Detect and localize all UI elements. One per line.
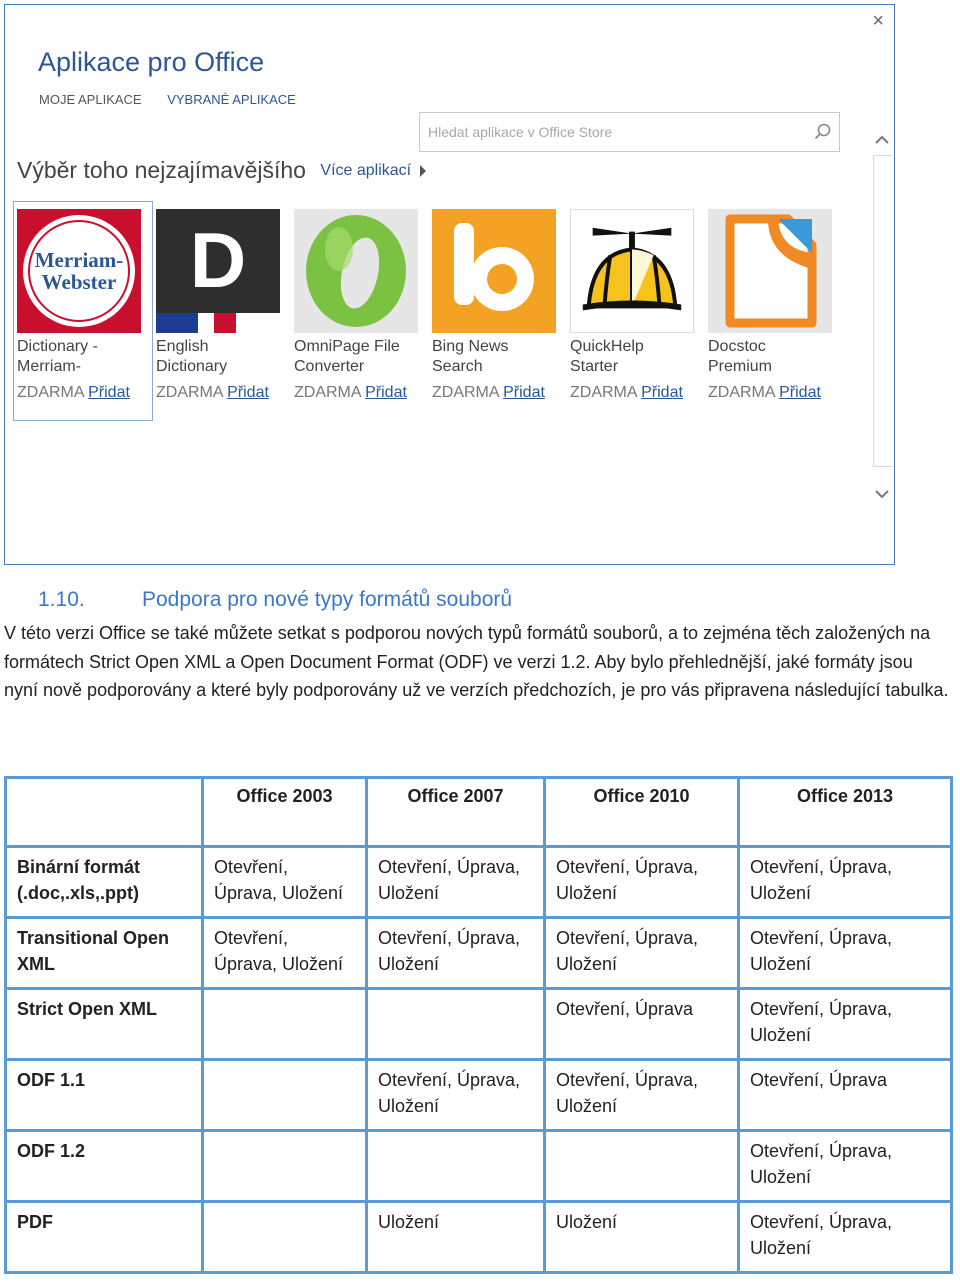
table-cell: Uložení [368,1203,546,1274]
featured-section-header [17,157,426,184]
table-header-row [4,776,953,848]
app-tile-english-dictionary[interactable] [156,209,282,402]
app-price-row [156,384,282,402]
app-price: ZDARMA [17,384,84,401]
table-row [4,990,953,1061]
d-letter-text: D [189,216,247,304]
app-name: Dictionary - Merriam- [17,338,98,375]
table-cell [204,1132,368,1203]
dialog-nav [39,92,318,107]
table-cell [204,1203,368,1274]
propeller-cap-logo-icon [570,209,694,333]
table-cell: Uložení [546,1203,740,1274]
search-icon[interactable] [814,123,832,141]
row-format-name: Binární formát (.doc,.xls,.ppt) [4,848,204,919]
header-office-2007: Office 2007 [368,776,546,848]
app-price-row [570,384,696,402]
add-app-button[interactable]: Přidat [641,384,683,401]
dialog-title: Aplikace pro Office [38,47,265,77]
table-cell: Otevření, Úprava, Uložení [740,1132,953,1203]
table-cell: Otevření, Úprava, Uložení [546,919,740,990]
table-cell: Otevření, Úprava, Uložení [368,919,546,990]
add-app-button[interactable]: Přidat [503,384,545,401]
app-price-row [294,384,420,402]
table-row [4,1132,953,1203]
table-row [4,919,953,990]
merriam-webster-logo-icon [17,209,141,333]
table-cell: Otevření, Úprava, Uložení [740,848,953,919]
table-cell: Otevření, Úprava [546,990,740,1061]
green-ring-logo-icon [294,209,418,333]
table-cell [368,990,546,1061]
row-format-name: Strict Open XML [4,990,204,1061]
table-row [4,848,953,919]
table-cell: Otevření, Úprava, Uložení [546,848,740,919]
app-price-row [708,384,834,402]
table-cell: Otevření, Úprava, Uložení [740,990,953,1061]
table-cell [546,1132,740,1203]
row-format-name: ODF 1.1 [4,1061,204,1132]
app-name: OmniPage File Converter [294,338,400,375]
table-cell: Otevření, Úprava, Uložení [368,1061,546,1132]
table-cell: Otevření, Úprava, Uložení [546,1061,740,1132]
app-name: English Dictionary [156,338,228,375]
add-app-button[interactable]: Přidat [779,384,821,401]
app-tile-quickhelp[interactable] [570,209,696,402]
app-tile-bing-news[interactable] [432,209,558,402]
add-app-button[interactable]: Přidat [227,384,269,401]
body-paragraph: V této verzi Office se také můžete setkat s podporou nových typů formátů souborů, a to zejména těch založených na formátech Strict Open XML a Open Document Format (ODF) ve verzi 1.2. Aby bylo přehlednější, jaké formáty jsou nyní nově podporovány a které byly podporovány už ve verzích předchozích, je pro vás připravena následující tabulka. [4,623,949,700]
app-price: ZDARMA [708,384,775,401]
header-office-2013: Office 2013 [740,776,953,848]
format-support-table [4,776,953,1274]
search-input[interactable] [420,113,816,151]
table-cell [204,1061,368,1132]
store-search [419,112,840,152]
app-price: ZDARMA [432,384,499,401]
tab-featured-apps[interactable]: VYBRANÉ APLIKACE [167,92,296,107]
app-tile-merriam-webster[interactable] [17,209,143,402]
table-cell: Otevření, Úprava, Uložení [740,919,953,990]
heading-number: 1.10. [38,588,85,611]
close-icon[interactable]: × [872,10,884,32]
header-cell [4,776,204,848]
table-row [4,1061,953,1132]
table-row [4,1203,953,1274]
more-apps-link[interactable]: Více aplikací [320,161,412,179]
document-logo-icon [708,209,832,333]
section-heading-1-10 [38,588,512,612]
scrollbar[interactable] [873,155,893,467]
add-app-button[interactable]: Přidat [88,384,130,401]
table-cell: Otevření, Úprava, Uložení [204,848,368,919]
table-cell: Otevření, Úprava, Uložení [204,919,368,990]
app-tile-docstoc[interactable] [708,209,834,402]
chevron-right-icon [420,165,426,177]
table-cell [204,990,368,1061]
app-name: Docstoc Premium [708,338,773,375]
app-price-row [17,384,143,402]
app-name: QuickHelp Starter [570,338,644,375]
scroll-up-icon[interactable] [875,133,889,147]
scroll-down-icon[interactable] [875,487,889,501]
row-format-name: ODF 1.2 [4,1132,204,1203]
app-price: ZDARMA [156,384,223,401]
app-price-row [432,384,558,402]
row-format-name: PDF [4,1203,204,1274]
apps-for-office-dialog [4,4,895,565]
bing-logo-icon [432,209,556,333]
table-cell: Otevření, Úprava, Uložení [368,848,546,919]
table-cell: Otevření, Úprava, Uložení [740,1203,953,1274]
row-format-name: Transitional Open XML [4,919,204,990]
app-tile-omnipage[interactable] [294,209,420,402]
app-name: Bing News Search [432,338,509,375]
section-heading: Výběr toho nejzajímavějšího [17,157,306,183]
app-price: ZDARMA [294,384,361,401]
tab-my-apps[interactable]: MOJE APLIKACE [39,92,142,107]
add-app-button[interactable]: Přidat [365,384,407,401]
app-price: ZDARMA [570,384,637,401]
header-office-2003: Office 2003 [204,776,368,848]
merriam-webster-logo-text: Merriam-Webster [34,248,124,294]
table-cell [368,1132,546,1203]
header-office-2010: Office 2010 [546,776,740,848]
table-cell: Otevření, Úprava [740,1061,953,1132]
heading-text: Podpora pro nové typy formátů souborů [142,588,513,611]
d-letter-logo-icon [156,209,280,333]
